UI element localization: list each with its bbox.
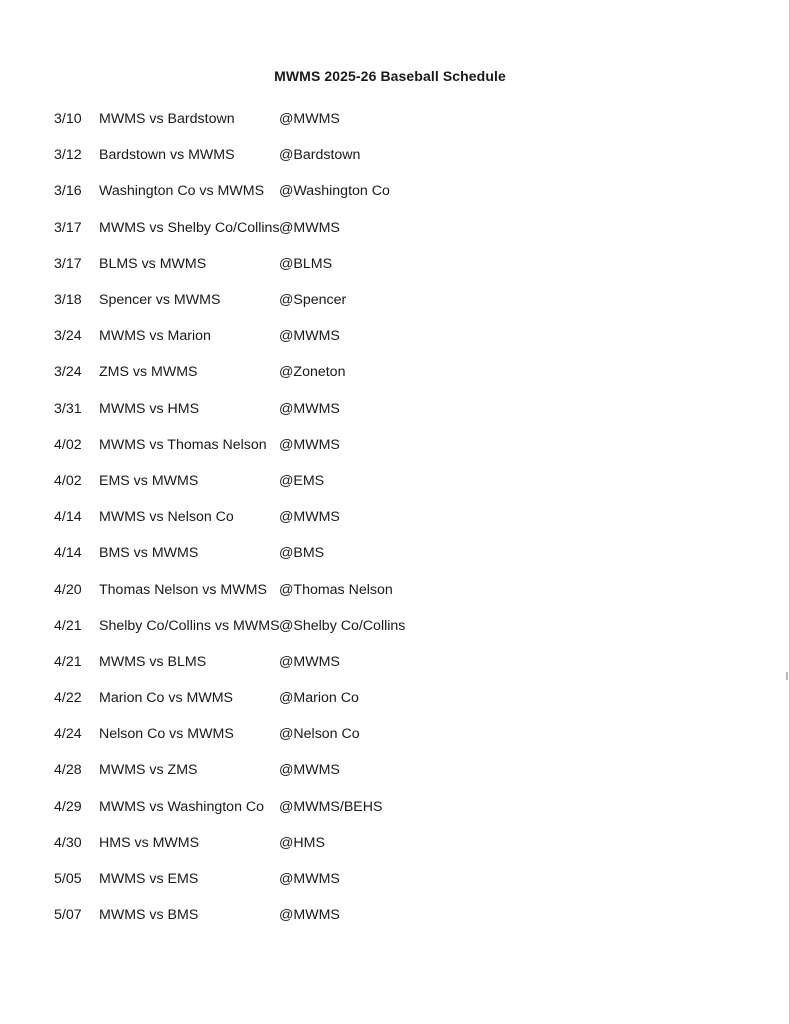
schedule-row	[54, 463, 514, 499]
schedule-row	[54, 608, 514, 644]
game-matchup: BMS vs MWMS	[99, 545, 199, 562]
game-location: @MWMS	[279, 328, 340, 345]
game-matchup: MWMS vs Shelby Co/Collins	[99, 219, 280, 236]
game-matchup: MWMS vs BLMS	[99, 653, 207, 670]
game-date: 5/05	[54, 871, 82, 888]
game-date: 4/02	[54, 472, 82, 489]
schedule-list	[54, 101, 514, 933]
game-location: @Nelson Co	[279, 726, 360, 743]
game-location: @Washington Co	[279, 183, 390, 200]
schedule-row	[54, 752, 514, 788]
game-matchup: EMS vs MWMS	[99, 472, 199, 489]
game-location: @BMS	[279, 545, 325, 562]
scan-artifact-mark	[786, 672, 788, 680]
schedule-row	[54, 644, 514, 680]
schedule-row	[54, 391, 514, 427]
schedule-row	[54, 861, 514, 897]
game-date: 3/10	[54, 111, 82, 128]
game-date: 4/30	[54, 834, 82, 851]
game-date: 4/28	[54, 762, 82, 779]
game-matchup: MWMS vs EMS	[99, 871, 199, 888]
game-date: 3/17	[54, 219, 82, 236]
game-location: @BLMS	[279, 255, 333, 272]
game-date: 4/02	[54, 436, 82, 453]
game-location: @MWMS	[279, 436, 340, 453]
game-date: 4/21	[54, 617, 82, 634]
schedule-row	[54, 571, 514, 607]
game-date: 4/21	[54, 653, 82, 670]
game-date: 3/16	[54, 183, 82, 200]
game-date: 4/29	[54, 798, 82, 815]
schedule-row	[54, 210, 514, 246]
game-matchup: Shelby Co/Collins vs MWMS	[99, 617, 280, 634]
game-location: @EMS	[279, 472, 325, 489]
game-matchup: HMS vs MWMS	[99, 834, 200, 851]
page-title: MWMS 2025-26 Baseball Schedule	[274, 68, 506, 84]
schedule-row	[54, 499, 514, 535]
game-location: @MWMS	[279, 871, 340, 888]
game-matchup: MWMS vs HMS	[99, 400, 200, 417]
schedule-row	[54, 101, 514, 137]
game-location: @MWMS	[279, 111, 340, 128]
game-location: @MWMS	[279, 907, 340, 924]
game-date: 3/18	[54, 292, 82, 309]
game-date: 4/14	[54, 509, 82, 526]
game-date: 4/24	[54, 726, 82, 743]
game-matchup: MWMS vs Marion	[99, 328, 211, 345]
game-matchup: Bardstown vs MWMS	[99, 147, 235, 164]
game-matchup: Spencer vs MWMS	[99, 292, 221, 309]
schedule-row	[54, 789, 514, 825]
game-matchup: Thomas Nelson vs MWMS	[99, 581, 267, 598]
game-location: @MWMS	[279, 219, 340, 236]
game-matchup: MWMS vs Washington Co	[99, 798, 265, 815]
game-location: @Bardstown	[279, 147, 361, 164]
game-matchup: Washington Co vs MWMS	[99, 183, 265, 200]
game-location: @Thomas Nelson	[279, 581, 393, 598]
game-location: @MWMS/BEHS	[279, 798, 383, 815]
game-location: @HMS	[279, 834, 325, 851]
game-date: 3/24	[54, 328, 82, 345]
game-matchup: MWMS vs Bardstown	[99, 111, 235, 128]
schedule-row	[54, 825, 514, 861]
game-matchup: Nelson Co vs MWMS	[99, 726, 234, 743]
schedule-row	[54, 173, 514, 209]
game-matchup: BLMS vs MWMS	[99, 255, 207, 272]
game-matchup: MWMS vs Nelson Co	[99, 509, 234, 526]
game-location: @MWMS	[279, 653, 340, 670]
schedule-row	[54, 246, 514, 282]
schedule-row	[54, 535, 514, 571]
game-date: 4/14	[54, 545, 82, 562]
game-location: @Spencer	[279, 292, 347, 309]
schedule-row	[54, 137, 514, 173]
schedule-row	[54, 354, 514, 390]
schedule-row	[54, 318, 514, 354]
game-location: @Zoneton	[279, 364, 346, 381]
game-location: @MWMS	[279, 400, 340, 417]
schedule-row	[54, 716, 514, 752]
game-date: 4/22	[54, 690, 82, 707]
game-matchup: ZMS vs MWMS	[99, 364, 198, 381]
game-date: 3/17	[54, 255, 82, 272]
schedule-row	[54, 282, 514, 318]
game-matchup: MWMS vs Thomas Nelson	[99, 436, 267, 453]
game-location: @Shelby Co/Collins	[279, 617, 406, 634]
game-matchup: Marion Co vs MWMS	[99, 690, 234, 707]
game-date: 5/07	[54, 907, 82, 924]
game-date: 3/12	[54, 147, 82, 164]
game-location: @MWMS	[279, 762, 340, 779]
schedule-row	[54, 897, 514, 933]
schedule-row	[54, 427, 514, 463]
game-date: 3/31	[54, 400, 82, 417]
game-location: @MWMS	[279, 509, 340, 526]
game-date: 3/24	[54, 364, 82, 381]
game-matchup: MWMS vs BMS	[99, 907, 199, 924]
game-matchup: MWMS vs ZMS	[99, 762, 198, 779]
game-location: @Marion Co	[279, 690, 359, 707]
schedule-row	[54, 680, 514, 716]
game-date: 4/20	[54, 581, 82, 598]
